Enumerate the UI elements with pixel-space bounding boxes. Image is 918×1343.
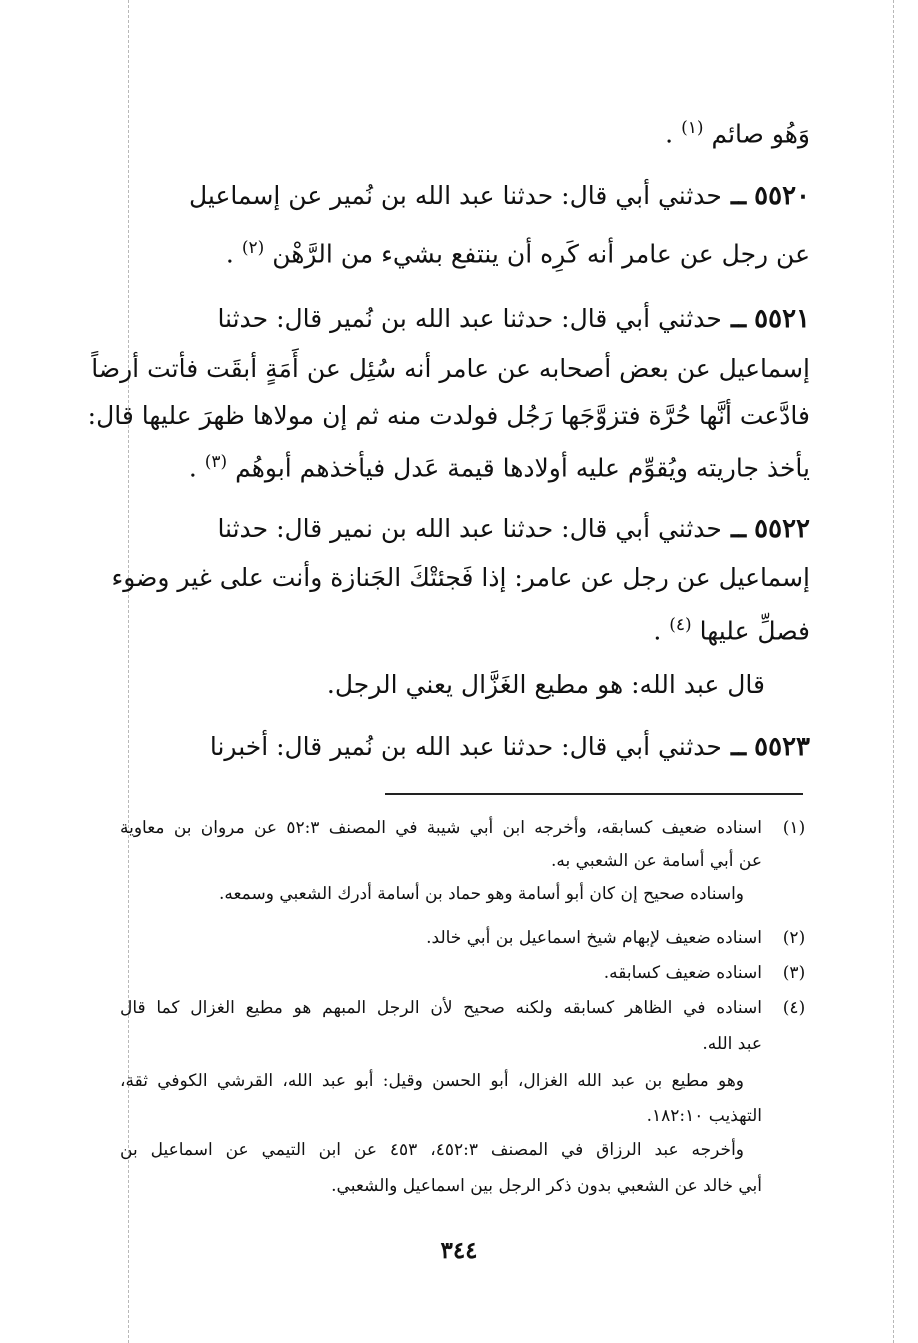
footnote-text: اسناده ضعيف كسابقه. <box>603 963 762 983</box>
main-text: إسماعيل عن بعض أصحابه عن عامر أنه سُئِل عن أَمَةٍ أبقَت فأتت أرضاً <box>91 354 810 383</box>
footnote-4 <box>120 995 810 1021</box>
footnote-4-cont-4 <box>120 1137 810 1163</box>
footnote-text: اسناده ضعيف كسابقه، وأخرجه ابن أبي شيبة في المصنف ٥٢:٣ عن مروان بن معاوية <box>120 818 762 838</box>
main-line-3 <box>120 231 810 271</box>
paragraph-number: ٥٥٢١ <box>754 304 810 334</box>
main-text: حدثني أبي قال: حدثنا عبد الله بن نُمير عن إسماعيل <box>188 181 722 210</box>
page-number: ٣٤٤ <box>440 1237 478 1264</box>
dash: ــ <box>721 304 747 334</box>
main-text: وَهُو صائم <box>711 119 810 149</box>
main-text: قال عبد الله: هو مطيع الغَزَّال يعني الرجل. <box>326 670 765 699</box>
dash: ــ <box>721 181 747 211</box>
main-text: يأخذ جاريته ويُقوِّم عليه أولادها قيمة عَدل فيأخذهم أبوهُم <box>235 453 810 483</box>
main-text: إسماعيل عن رجل عن عامر: إذا فَجئتْكَ الجَنازة وأنت على غير وضوء <box>111 563 810 592</box>
footnote-text: التهذيب ١٨٢:١٠. <box>646 1106 762 1126</box>
footnote-4-cont-5 <box>120 1173 810 1199</box>
right-margin-guide <box>893 0 894 1343</box>
main-text: عن رجل عن عامر أنه كَرِه أن ينتفع بشيء من الرَّهْن <box>272 239 810 269</box>
main-line-7 <box>120 445 810 485</box>
footnote-4-cont <box>120 1031 810 1057</box>
main-line-6 <box>87 399 810 433</box>
full-stop: . <box>188 453 197 483</box>
note-ref: (٢) <box>241 238 265 258</box>
paragraph-number: ٥٥٢٣ <box>754 732 810 762</box>
paragraph-number: ٥٥٢٠ <box>754 181 810 211</box>
footnote-4-cont-3 <box>120 1103 810 1129</box>
footnote-text: وهو مطيع بن عبد الله الغزال، أبو الحسن وقيل: أبو عبد الله، القرشي الكوفي ثقة، <box>120 1071 744 1091</box>
footnote-3 <box>120 960 810 986</box>
footnote-number: (٤) <box>782 998 806 1018</box>
main-line-9 <box>111 561 810 595</box>
footnote-1-cont <box>120 848 810 874</box>
footnote-number: (١) <box>782 818 806 838</box>
main-line-11 <box>120 668 810 702</box>
main-line-8 <box>120 512 810 546</box>
main-text: فادَّعت أنَّها حُرَّة فتزوَّجَها رَجُل فولدت منه ثم إن مولاها ظهرَ عليها قال: <box>87 401 810 430</box>
footnote-text: أبي خالد عن الشعبي بدون ذكر الرجل بين اسماعيل والشعبي. <box>331 1176 762 1196</box>
paragraph-number: ٥٥٢٢ <box>754 514 810 544</box>
footnote-text: عبد الله. <box>702 1034 762 1054</box>
footnote-2 <box>120 925 810 951</box>
footnote-1-cont-2 <box>120 881 810 907</box>
footnote-text: وأخرجه عبد الرزاق في المصنف ٤٥٢:٣، ٤٥٣ عن ابن التيمي عن اسماعيل بن <box>120 1140 744 1160</box>
full-stop: . <box>665 119 674 149</box>
footnote-text: اسناده ضعيف لإبهام شيخ اسماعيل بن أبي خالد. <box>426 928 762 948</box>
footnote-separator <box>385 793 803 795</box>
main-line-2 <box>120 179 810 213</box>
footnote-1 <box>120 815 810 841</box>
note-ref: (١) <box>681 118 704 138</box>
footnote-number: (٢) <box>782 928 806 948</box>
main-line-1 <box>120 111 810 151</box>
footnote-number: (٣) <box>782 963 806 983</box>
footnote-text: اسناده في الظاهر كسابقه ولكنه صحيح لأن الرجل المبهم هو مطيع الغزال كما قال <box>120 998 762 1018</box>
main-text: حدثني أبي قال: حدثنا عبد الله بن نُمير قال: حدثنا <box>217 304 722 333</box>
note-ref: (٤) <box>669 615 692 635</box>
footnote-4-cont-2 <box>120 1068 810 1094</box>
main-line-5 <box>91 352 810 386</box>
main-text: حدثني أبي قال: حدثنا عبد الله بن نُمير قال: أخبرنا <box>209 732 722 761</box>
main-text: فصلِّ عليها <box>699 616 810 646</box>
main-text: حدثني أبي قال: حدثنا عبد الله بن نمير قال: حدثنا <box>217 514 722 543</box>
note-ref: (٣) <box>204 452 228 472</box>
main-line-12 <box>120 730 810 764</box>
full-stop: . <box>653 616 662 646</box>
dash: ــ <box>721 514 747 544</box>
footnote-text: عن أبي أسامة عن الشعبي به. <box>551 851 762 871</box>
footnote-text: واسناده صحيح إن كان أبو أسامة وهو حماد بن أسامة أدرك الشعبي وسمعه. <box>218 884 744 904</box>
dash: ــ <box>721 732 747 762</box>
main-line-4 <box>120 302 810 336</box>
main-line-10 <box>120 608 810 648</box>
full-stop: . <box>225 239 234 269</box>
